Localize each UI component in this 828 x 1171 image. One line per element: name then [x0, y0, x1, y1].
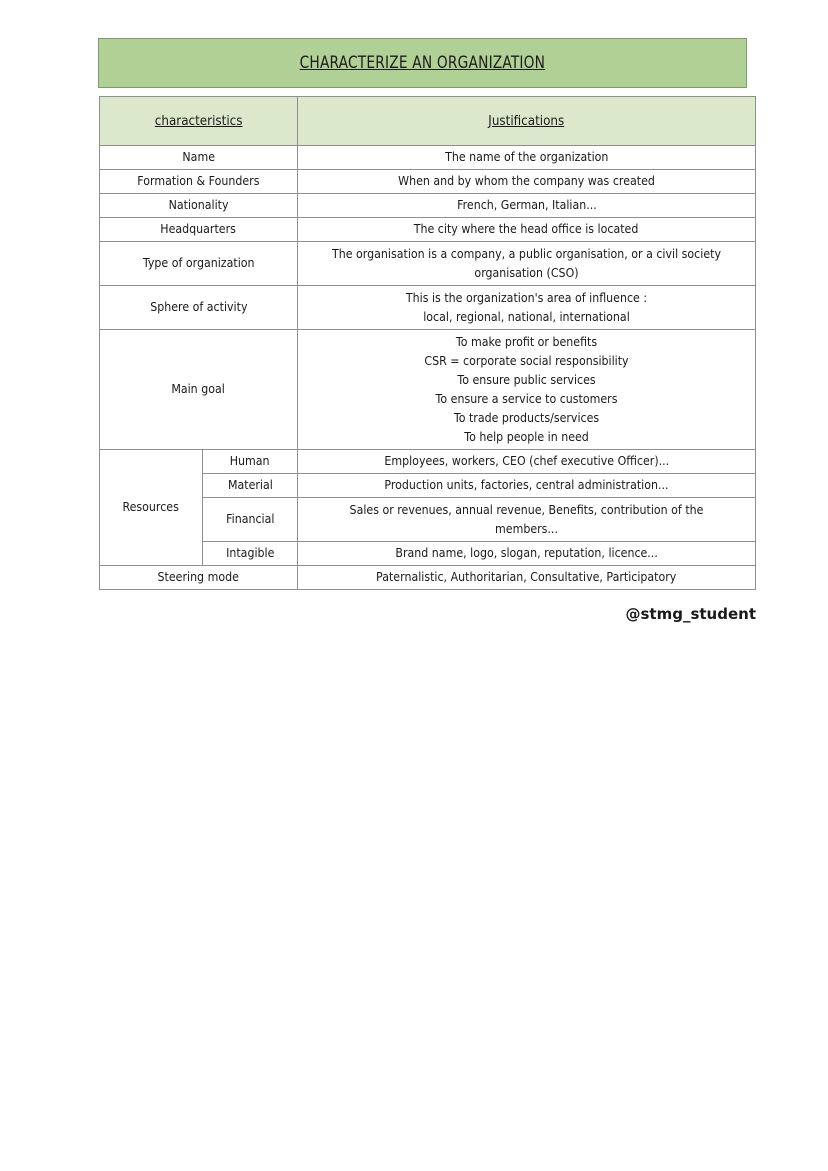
resource-sublabel: Intagible [203, 542, 298, 566]
page-title: CHARACTERIZE AN ORGANIZATION [299, 53, 546, 73]
table-row [100, 566, 756, 590]
table-row [100, 194, 756, 218]
row-label: Nationality [100, 194, 298, 218]
table-row [100, 242, 756, 286]
row-label: Main goal [100, 330, 298, 450]
row-value: When and by whom the company was created [298, 170, 756, 194]
row-value: The city where the head office is located [298, 218, 756, 242]
table-row [100, 330, 756, 450]
table-row [100, 450, 756, 474]
characteristics-table [99, 96, 756, 590]
page-title-banner [98, 38, 747, 88]
row-label: Type of organization [100, 242, 298, 286]
row-label: Headquarters [100, 218, 298, 242]
row-value: Production units, factories, central administration... [298, 474, 756, 498]
row-label: Sphere of activity [100, 286, 298, 330]
row-value: The organisation is a company, a public organisation, or a civil society organisation (CSO) [298, 242, 756, 286]
row-label: Name [100, 146, 298, 170]
table-row [100, 146, 756, 170]
row-value: Sales or revenues, annual revenue, Benefits, contribution of the members... [298, 498, 756, 542]
table-row [100, 218, 756, 242]
row-value: Paternalistic, Authoritarian, Consultative, Participatory [298, 566, 756, 590]
resource-sublabel: Material [203, 474, 298, 498]
row-value: To make profit or benefits CSR = corporate social responsibility To ensure public services To ensure a service to customers To trade products/services To help people in need [298, 330, 756, 450]
table-header-row [100, 97, 756, 146]
row-value: French, German, Italian... [298, 194, 756, 218]
resources-label: Resources [100, 450, 203, 566]
table-row [100, 170, 756, 194]
author-handle: @stmg_student [625, 605, 756, 623]
row-value: The name of the organization [298, 146, 756, 170]
header-characteristics: characteristics [100, 97, 298, 146]
resource-sublabel: Human [203, 450, 298, 474]
row-value: Employees, workers, CEO (chef executive Officer)... [298, 450, 756, 474]
row-label: Formation & Founders [100, 170, 298, 194]
row-value: This is the organization's area of influence : local, regional, national, international [298, 286, 756, 330]
row-label: Steering mode [100, 566, 298, 590]
table-row [100, 286, 756, 330]
header-justifications: Justifications [298, 97, 756, 146]
resource-sublabel: Financial [203, 498, 298, 542]
row-value: Brand name, logo, slogan, reputation, licence... [298, 542, 756, 566]
